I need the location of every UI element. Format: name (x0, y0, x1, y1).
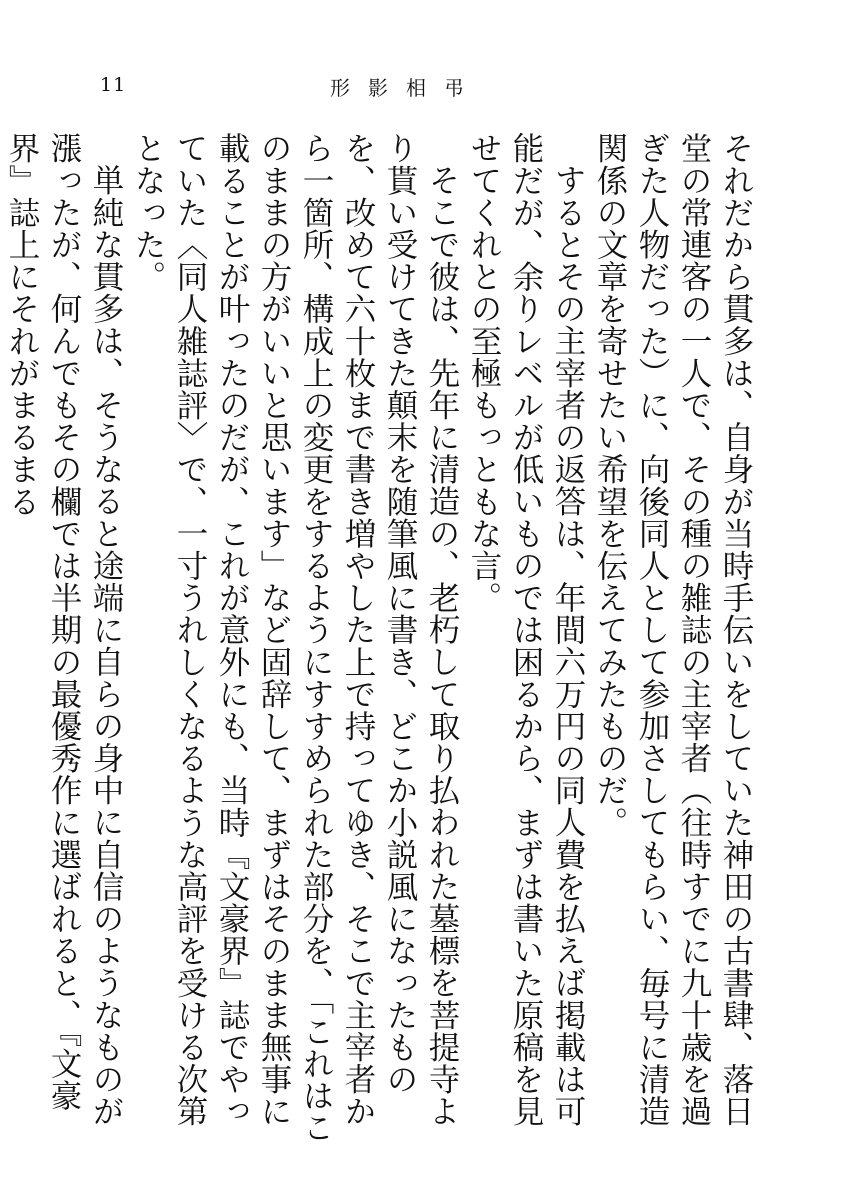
body-text (4, 132, 757, 1152)
paragraph-2: するとその主宰者の返答は、年間六万円の同人費を払えば掲載は可能だが、余りレベルが低いものでは困るから、まずは書いた原稿を見せてくれとの至極もっともな言。 (466, 132, 586, 1128)
running-title: 形影相弔 (330, 76, 482, 100)
paragraph-3: そこで彼は、先年に清造の、老朽して取り払われた墓標を菩提寺より貰い受けてきた顛末を随筆風に書き、どこか小説風になったものを、改めて六十枚まで書き増やした上で持ってゆき、そこで主宰者から一箇所、構成上の変更をするようにすすめられた部分を、「これはこのままの方がいいと思います」など固辞して、まずはそのまま無事に載ることが叶ったのだが、これが意外にも、当時『文豪界』誌でやっていた〈同人雑誌評〉で、一寸うれしくなるような高評を受ける次第となった。 (130, 132, 460, 1144)
paragraph-4: 単純な貫多は、そうなると途端に自らの身中に自信のようなものが漲ったが、何んでもその欄では半期の最優秀作に選ばれると、『文豪界』誌上にそれがまるまる (4, 132, 124, 1127)
page-number: 11 (100, 74, 127, 96)
paragraph-1: それだから貫多は、自身が当時手伝いをしていた神田の古書肆、落日堂の常連客の一人で、その種の雑誌の主宰者（往時すでに九十歳を過ぎた人物だった）に、向後同人として参加さしてもらい、毎号に清造関係の文章を寄せたい希望を伝えてみたものだ。 (592, 132, 754, 1128)
